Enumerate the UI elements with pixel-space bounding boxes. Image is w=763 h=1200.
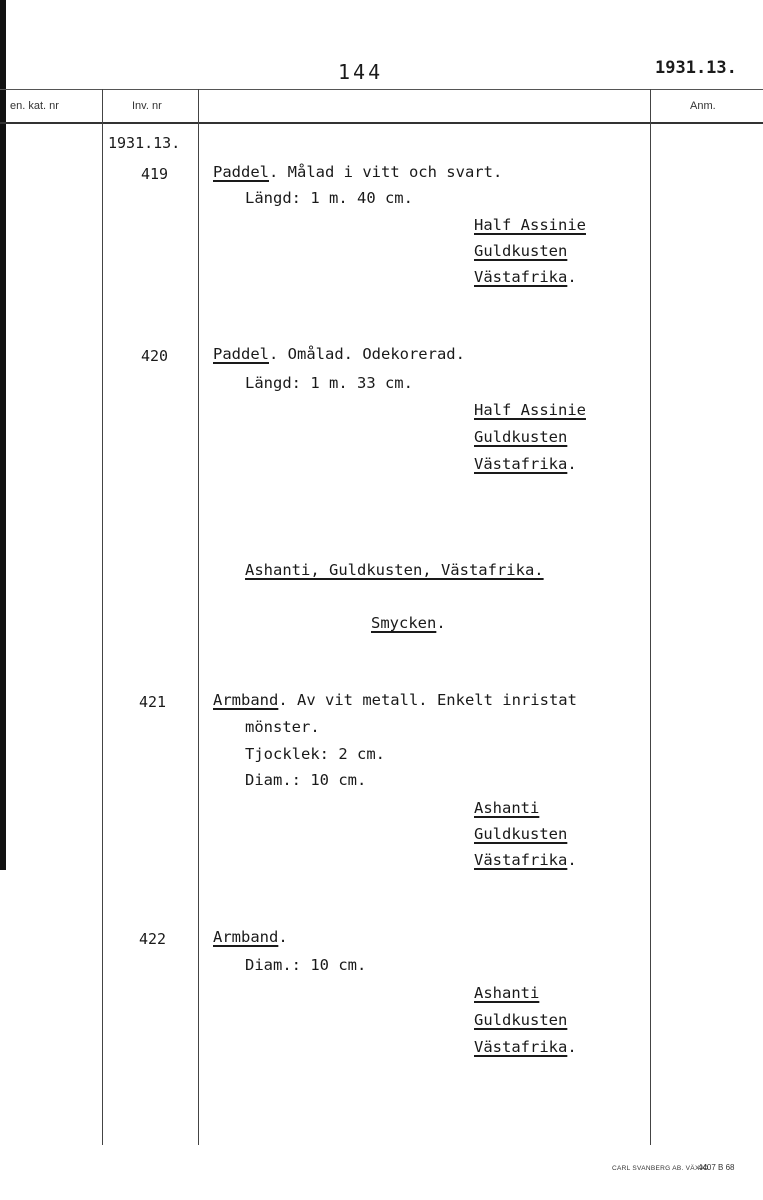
provenance-continent: Västafrika — [474, 268, 568, 286]
entry-title-line — [213, 347, 465, 363]
entry-measure-line: Längd: 1 m. 40 cm. — [245, 189, 413, 207]
entry-number: 421 — [139, 693, 167, 711]
entry-object-name: Paddel — [213, 345, 269, 363]
entry-number: 419 — [141, 165, 169, 183]
page-number: 144 — [338, 60, 384, 84]
column-rule-2 — [198, 89, 199, 1145]
provenance-continent: Västafrika — [474, 1038, 568, 1056]
header-catalog-ref: 1931.13. — [655, 58, 737, 78]
entry-number: 422 — [139, 930, 167, 948]
provenance-region: Guldkusten — [474, 428, 568, 446]
entry-measure-line: Diam.: 10 cm. — [245, 771, 367, 789]
entry-title-line — [213, 693, 577, 709]
provenance-continent-line: Västafrika. — [474, 455, 577, 473]
entry-object-name: Armband — [213, 928, 279, 946]
provenance-locality: Half Assinie — [474, 216, 586, 234]
header-top-rule — [0, 89, 763, 90]
provenance-locality: Half Assinie — [474, 401, 586, 419]
provenance-region: Guldkusten — [474, 1011, 568, 1029]
entry-object-name: Armband — [213, 691, 279, 709]
provenance-region: Guldkusten — [474, 825, 568, 843]
column-header-gen-kat-nr: en. kat. nr — [10, 100, 59, 112]
entry-title-line — [213, 165, 502, 181]
provenance-continent-line: Västafrika. — [474, 851, 577, 869]
entry-description: . — [278, 928, 288, 946]
entry-description-cont: mönster. — [245, 718, 320, 736]
section-heading: Ashanti, Guldkusten, Västafrika. — [245, 561, 544, 579]
provenance-continent: Västafrika — [474, 851, 568, 869]
section-subheading: Smycken — [371, 614, 437, 632]
provenance-locality: Ashanti — [474, 799, 540, 817]
column-header-inv-nr: Inv. nr — [132, 100, 162, 112]
header-bottom-rule — [0, 122, 763, 124]
entry-description: . Målad i vitt och svart. — [269, 163, 503, 181]
entry-description: . Av vit metall. Enkelt inristat — [278, 691, 577, 709]
entry-description: . Omålad. Odekorerad. — [269, 345, 465, 363]
entry-number: 420 — [141, 347, 169, 365]
column-rule-3 — [650, 89, 651, 1145]
form-code: 4407 B 68 — [698, 1163, 735, 1172]
provenance-locality: Ashanti — [474, 984, 540, 1002]
entry-object-name: Paddel — [213, 163, 269, 181]
entry-measure-line: Diam.: 10 cm. — [245, 956, 367, 974]
entry-measure-line: Längd: 1 m. 33 cm. — [245, 374, 413, 392]
column-header-anm: Anm. — [690, 100, 716, 112]
provenance-region: Guldkusten — [474, 242, 568, 260]
binding-edge-bar — [0, 0, 6, 870]
entry-title-line — [213, 930, 288, 946]
catalog-year: 1931.13. — [108, 134, 181, 152]
provenance-continent-line: Västafrika. — [474, 1038, 577, 1056]
entry-measure-line: Tjocklek: 2 cm. — [245, 745, 385, 763]
provenance-continent-line: Västafrika. — [474, 268, 577, 286]
section-subheading-line: Smycken. — [371, 614, 446, 632]
printer-imprint: CARL SVANBERG AB. VÄXJÖ — [612, 1165, 709, 1172]
column-rule-1 — [102, 89, 103, 1145]
provenance-continent: Västafrika — [474, 455, 568, 473]
